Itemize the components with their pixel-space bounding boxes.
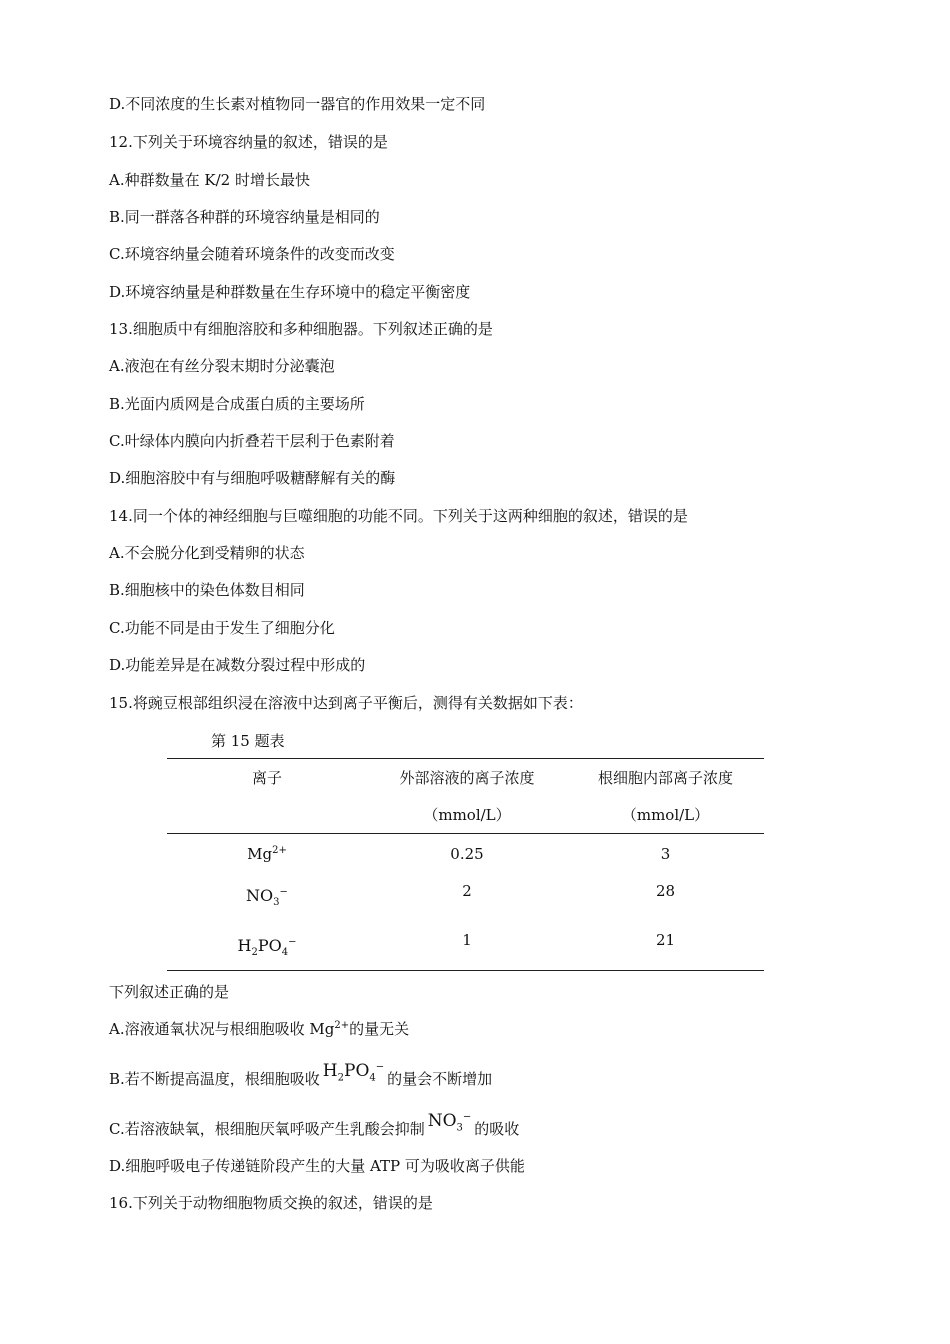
table-row-no3-inner: 28 — [655, 882, 676, 900]
option-15b: B.若不断提高温度，根细胞吸收 $H_2PO_4^-$的量会不断增加 — [109, 1061, 493, 1088]
table-caption: 第 15 题表 — [211, 732, 285, 750]
option-14c: C.功能不同是由于发生了细胞分化 — [109, 619, 335, 637]
option-13b: B.光面内质网是合成蛋白质的主要场所 — [109, 395, 365, 413]
option-13a: A.液泡在有丝分裂末期时分泌囊泡 — [109, 357, 335, 375]
question-15-stem: 15.将豌豆根部组织浸在溶液中达到离子平衡后，测得有关数据如下表： — [109, 694, 583, 712]
header-outer-concentration: 外部溶液的离子浓度 — [399, 769, 535, 787]
no3-formula: $NO_3^-$ — [427, 1111, 472, 1134]
option-15a: A.溶液通氧状况与根细胞吸收 $Mg^{2+}$的量无关 — [109, 1020, 410, 1038]
header-ion: 离子 — [251, 769, 282, 787]
table-row-h2po4-outer: 1 — [462, 931, 472, 949]
option-14a: A.不会脱分化到受精卵的状态 — [109, 544, 305, 562]
header-inner-unit: （mmol/L） — [621, 806, 710, 824]
option-12d: D.环境容纳量是种群数量在生存环境中的稳定平衡密度 — [109, 283, 471, 301]
table-row-mg-inner: 3 — [660, 845, 671, 863]
option-12a: A.种群数量在 K/2 时增长最快 — [109, 171, 310, 189]
option-14d: D.功能差异是在减数分裂过程中形成的 — [109, 656, 366, 674]
table-row-ion-no3: $NO_3^-$ — [246, 886, 288, 909]
header-inner-concentration: 根细胞内部离子浓度 — [597, 769, 733, 787]
option-14b: B.细胞核中的染色体数目相同 — [109, 581, 305, 599]
question-12-stem: 12.下列关于环境容纳量的叙述，错误的是 — [109, 133, 388, 151]
question-14-stem: 14.同一个体的神经细胞与巨噬细胞的功能不同。下列关于这两种细胞的叙述，错误的是 — [109, 507, 688, 525]
option-15d: D.细胞呼吸电子传递链阶段产生的大量 ATP 可为吸收离子供能 — [109, 1157, 525, 1175]
table-top-rule — [167, 758, 764, 759]
header-outer-unit: （mmol/L） — [423, 806, 511, 824]
option-12b: B.同一群落各种群的环境容纳量是相同的 — [109, 208, 380, 226]
table-header-rule — [167, 833, 764, 834]
option-13d: D.细胞溶胶中有与细胞呼吸糖酵解有关的酶 — [109, 469, 396, 487]
question-16-stem: 16.下列关于动物细胞物质交换的叙述，错误的是 — [109, 1194, 433, 1212]
table-bottom-rule — [167, 970, 764, 971]
table-row-ion-h2po4: $H_2PO_4^-$ — [237, 936, 297, 959]
question-15-prompt: 下列叙述正确的是 — [109, 983, 230, 1001]
option-15c: C.若溶液缺氧，根细胞厌氧呼吸产生乳酸会抑制 $NO_3^-$的吸收 — [109, 1111, 520, 1138]
option-12c: C.环境容纳量会随着环境条件的改变而改变 — [109, 245, 395, 263]
table-row-mg-outer: 0.25 — [450, 845, 484, 863]
table-row-ion-mg: $Mg^{2+}$ — [247, 845, 287, 863]
h2po4-formula: $H_2PO_4^-$ — [322, 1061, 385, 1084]
table-row-h2po4-inner: 21 — [655, 931, 676, 949]
option-13c: C.叶绿体内膜向内折叠若干层利于色素附着 — [109, 432, 395, 450]
question-13-stem: 13.细胞质中有细胞溶胶和多种细胞器。下列叙述正确的是 — [109, 320, 493, 338]
option-11d: D.不同浓度的生长素对植物同一器官的作用效果一定不同 — [109, 95, 486, 113]
table-row-no3-outer: 2 — [462, 882, 472, 900]
